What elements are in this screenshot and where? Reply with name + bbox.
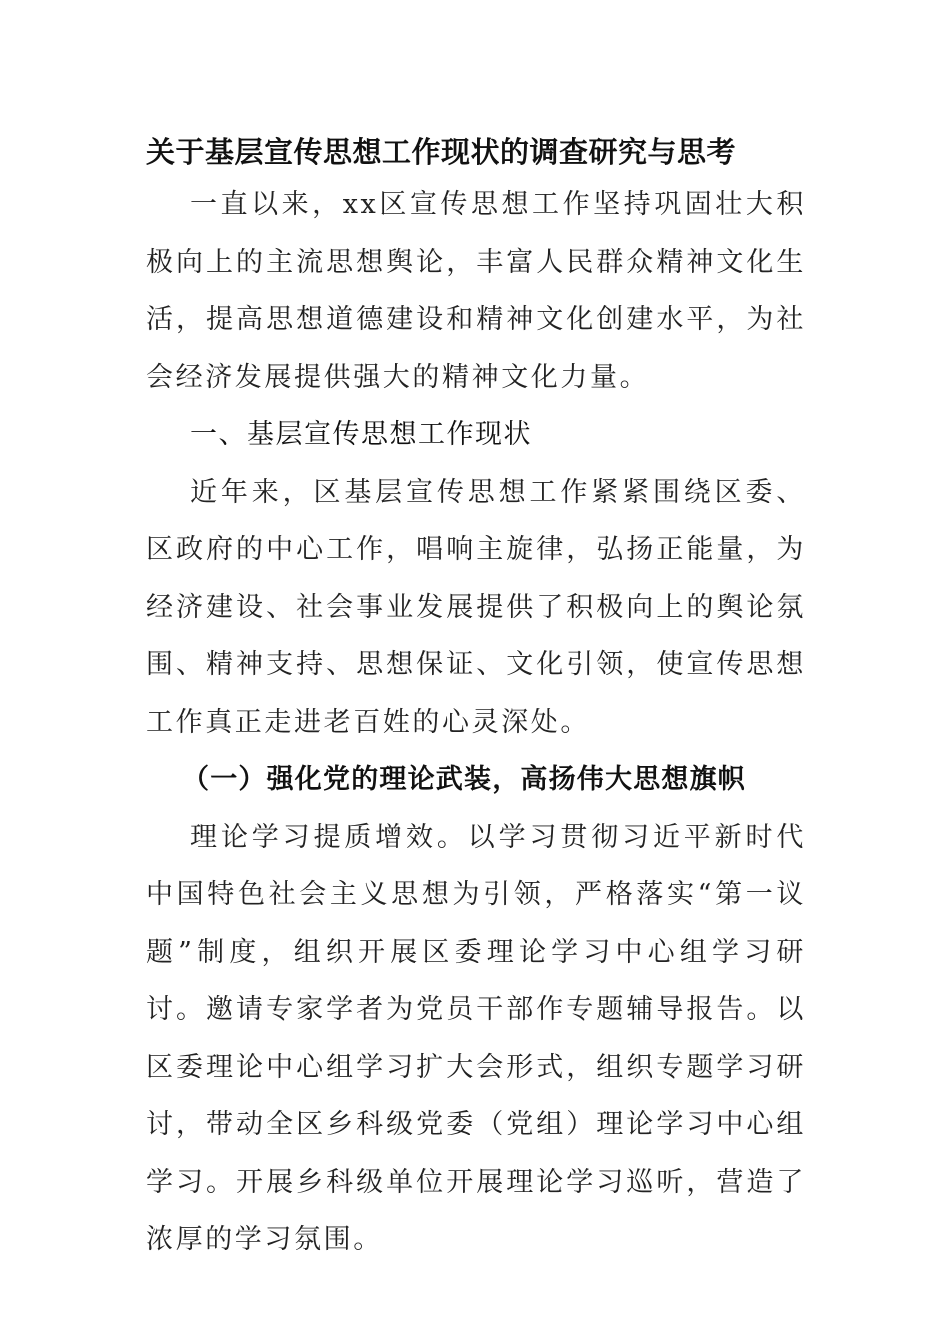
subsection-1-paragraph: 理论学习提质增效。以学习贯彻习近平新时代中国特色社会主义思想为引领，严格落实“第一议题”制度，组织开展区委理论学习中心组学习研讨。邀请专家学者为党员干部作专题辅导报告。以区委理论中心组学习扩大会形式，组织专题学习研讨，带动全区乡科级党委（党组）理论学习中心组学习。开展乡科级单位开展理论学习巡听，营造了浓厚的学习氛围。	[146, 821, 806, 1255]
document-title: 关于基层宣传思想工作现状的调查研究与思考	[146, 135, 737, 169]
subsection-heading-1: （一）强化党的理论武装，高扬伟大思想旗帜	[182, 764, 746, 795]
document-body	[146, 128, 806, 1269]
section-heading-1: 一、基层宣传思想工作现状	[190, 419, 532, 450]
intro-paragraph: 一直以来，xx区宣传思想工作坚持巩固壮大积极向上的主流思想舆论，丰富人民群众精神文化生活，提高思想道德建设和精神文化创建水平，为社会经济发展提供强大的精神文化力量。	[146, 189, 806, 393]
section-1-paragraph: 近年来，区基层宣传思想工作紧紧围绕区委、区政府的中心工作，唱响主旋律，弘扬正能量，为经济建设、社会事业发展提供了积极向上的舆论氛围、精神支持、思想保证、文化引领，使宣传思想工作真正走进老百姓的心灵深处。	[146, 476, 806, 738]
